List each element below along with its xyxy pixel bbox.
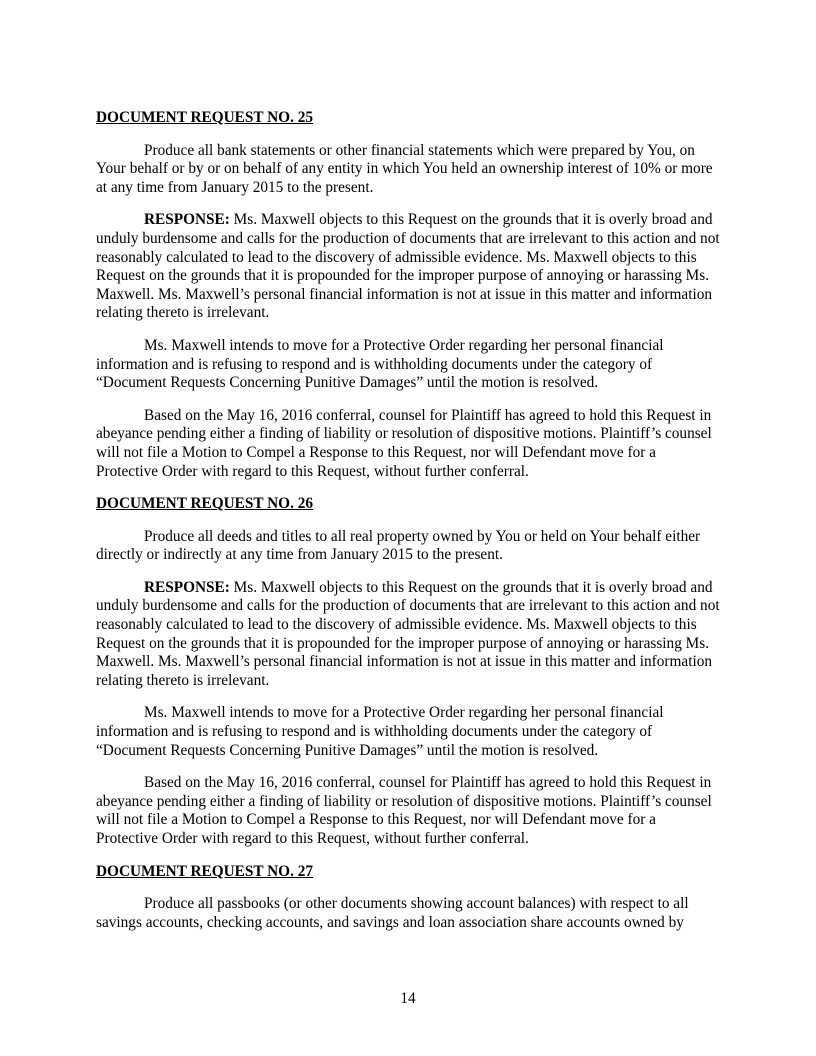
page-number: 14 [400,990,416,1007]
conferral-paragraph: Based on the May 16, 2016 conferral, counsel for Plaintiff has agreed to hold this Request in abeyance pending either a finding of liability or resolution of dispositive motions. Plaintiff’s counsel will not file a Motion to Compel a Response to this Request, nor will Defendant move for a Protective Order with regard to this Request, without further conferral. [96,406,712,480]
response-paragraph [96,579,720,691]
document-request-26 [96,495,720,849]
protective-order-paragraph: Ms. Maxwell intends to move for a Protective Order regarding her personal financial information and is refusing to respond and is withholding documents under the category of “Document Requests Concerning Punitive Damages” until the motion is resolved. [96,336,664,392]
response-label: RESPONSE: [144,211,230,229]
response-paragraph [96,211,720,323]
protective-order-paragraph: Ms. Maxwell intends to move for a Protective Order regarding her personal financial information and is refusing to respond and is withholding documents under the category of “Document Requests Concerning Punitive Damages” until the motion is resolved. [96,704,664,759]
request-heading: DOCUMENT REQUEST NO. 27 [96,862,314,880]
request-text: Produce all deeds and titles to all real property owned by You or held on Your behalf either directly or indirectly at any time from January 2015 to the present. [96,527,701,564]
response-label: RESPONSE: [144,578,230,596]
document-request-27 [96,863,720,933]
request-heading: DOCUMENT REQUEST NO. 25 [96,109,314,126]
request-heading: DOCUMENT REQUEST NO. 26 [96,495,314,513]
response-text: Ms. Maxwell objects to this Request on the grounds that it is overly broad and unduly burdensome and calls for the production of documents that are irrelevant to this action and not reasonably calculated to lead to the discovery of admissible evidence. Ms. Maxwell objects to this Request on the grounds that it is propounded for the improper purpose of annoying or harassing Ms. Maxwell. Ms. Maxwell’s personal financial information is not at issue in this matter and information relating thereto is irrelevant. [96,578,720,689]
request-text: Produce all bank statements or other financial statements which were prepared by You, on Your behalf or by or on behalf of any entity in which You held an ownership interest of 10% or more at any time from January 2015 to the present. [96,141,713,196]
request-text: Produce all passbooks (or other documents showing account balances) with respect to all savings accounts, checking accounts, and savings and loan association share accounts owned by [96,895,689,931]
response-text: Ms. Maxwell objects to this Request on the grounds that it is overly broad and unduly burdensome and calls for the production of documents that are irrelevant to this action and not reasonably calculated to lead to the discovery of admissible evidence. Ms. Maxwell objects to this Request on the grounds that it is propounded for the improper purpose of annoying or harassing Ms. Maxwell. Ms. Maxwell’s personal financial information is not at issue in this matter and information relating thereto is irrelevant. [96,211,720,322]
conferral-paragraph: Based on the May 16, 2016 conferral, counsel for Plaintiff has agreed to hold this Request in abeyance pending either a finding of liability or resolution of dispositive motions. Plaintiff’s counsel will not file a Motion to Compel a Response to this Request, nor will Defendant move for a Protective Order with regard to this Request, without further conferral. [96,774,712,847]
document-page [96,109,720,946]
document-request-25 [96,109,720,481]
